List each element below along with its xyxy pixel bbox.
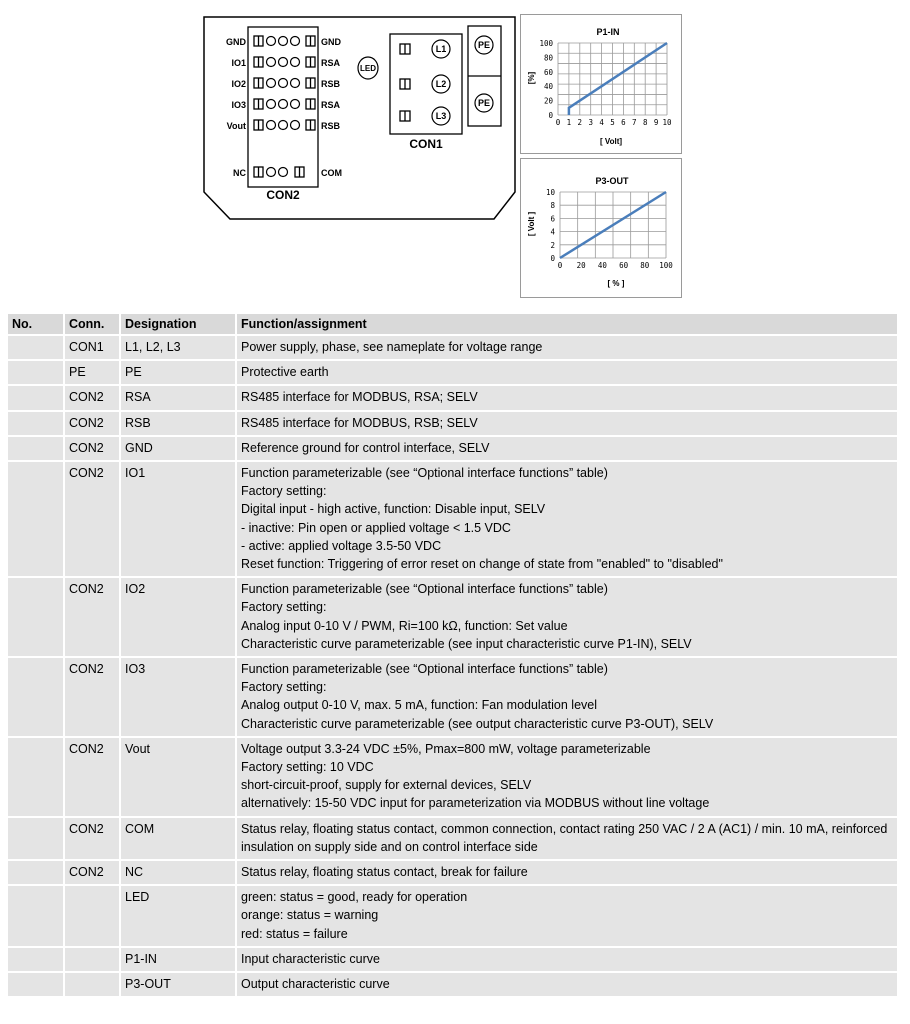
cell-conn: CON2 [64,860,120,885]
chart-title: P1-IN [596,27,620,37]
column-header-designation: Designation [120,314,236,335]
function-line: Function parameterizable (see “Optional interface functions” table) [241,466,608,481]
chart-x-label: [ % ] [607,279,625,288]
pin-circle-icon [279,121,288,130]
pin-circle-icon [267,79,276,88]
cell-designation: IO1 [120,461,236,577]
y-tick-label: 0 [548,111,553,120]
function-line: Factory setting: [241,600,327,615]
function-line: Status relay, floating status contact, break for failure [241,865,528,880]
table-row [8,461,898,577]
con1-pin-label: L1 [435,44,447,54]
function-line: Input characteristic curve [241,951,380,966]
x-tick-label: 2 [577,118,583,127]
terminal-block-icon [295,167,304,177]
function-line: Reference ground for control interface, SELV [241,440,490,455]
cell-no [8,972,64,997]
cell-designation: L1, L2, L3 [120,335,236,360]
function-line: Factory setting: [241,680,327,695]
cell-designation: Vout [120,737,236,817]
function-line: Analog output 0-10 V, max. 5 mA, function: Fan modulation level [241,698,597,713]
cell-no [8,860,64,885]
function-line: RS485 interface for MODBUS, RSA; SELV [241,390,478,405]
x-tick-label: 100 [659,261,673,270]
pin-circle-icon [291,37,300,46]
cell-no [8,737,64,817]
function-line: Function parameterizable (see “Optional interface functions” table) [241,582,608,597]
pe-label-bottom: PE [477,98,491,108]
cell-function [236,360,898,385]
column-header-conn: Conn. [64,314,120,335]
table-row [8,860,898,885]
pin-circle-icon [279,79,288,88]
cell-conn: CON2 [64,385,120,410]
function-line: RS485 interface for MODBUS, RSB; SELV [241,415,478,430]
x-tick-label: 8 [642,118,648,127]
con2-left-pin-label: GND [226,37,246,47]
function-line: green: status = good, ready for operation [241,890,468,905]
cell-designation: LED [120,885,236,947]
terminal-block-icon [400,79,410,89]
x-tick-label: 80 [640,261,650,270]
x-tick-label: 0 [555,118,561,127]
cell-function [236,436,898,461]
function-line: Characteristic curve parameterizable (see output characteristic curve P3-OUT), SELV [241,716,714,731]
cell-designation: GND [120,436,236,461]
column-header-function: Function/assignment [236,314,898,335]
con2-left-pin-label: IO3 [231,100,246,110]
cell-designation: IO3 [120,657,236,737]
cell-no [8,657,64,737]
chart-title: P3-OUT [595,176,629,186]
cell-conn: CON2 [64,436,120,461]
table-row [8,577,898,657]
function-line: Function parameterizable (see “Optional interface functions” table) [241,662,608,677]
cell-function [236,411,898,436]
function-line: alternatively: 15-50 VDC input for parameterization via MODBUS without line voltage [241,796,710,811]
pin-circle-icon [279,100,288,109]
terminal-block-icon [306,78,315,88]
cell-designation: IO2 [120,577,236,657]
x-tick-label: 4 [599,118,604,127]
table-row [8,737,898,817]
x-tick-label: 60 [619,261,629,270]
con2-left-pin-label: IO1 [231,58,246,68]
terminal-block-icon [254,36,263,46]
table-row [8,972,898,997]
cell-function [236,577,898,657]
x-tick-label: 1 [566,118,572,127]
con2-left-pin-label: IO2 [231,79,246,89]
cell-no [8,885,64,947]
con2-right-pin-label: RSB [321,121,341,131]
terminal-block-icon [400,44,410,54]
x-tick-label: 5 [610,118,615,127]
y-tick-label: 80 [543,53,553,63]
cell-conn: CON2 [64,461,120,577]
function-line: - inactive: Pin open or applied voltage < 1.5 VDC [241,520,511,535]
con2-right-pin-label: RSA [321,58,341,68]
function-line: Status relay, floating status contact, common connection, contact rating 250 VAC / 2 A (AC1) / min. 10 mA, reinforced insulation on supply side and on control interface side [241,821,888,854]
con2-right-pin-label: COM [321,168,342,178]
x-tick-label: 40 [597,261,607,270]
cell-conn: CON2 [64,737,120,817]
cell-conn: CON2 [64,817,120,860]
cell-designation: RSA [120,385,236,410]
terminal-block-icon [254,167,263,177]
pin-circle-icon [279,168,288,177]
function-line: Protective earth [241,365,329,380]
pin-circle-icon [279,37,288,46]
pe-label-top: PE [477,40,491,50]
cell-conn: CON2 [64,657,120,737]
table-row [8,360,898,385]
y-tick-label: 40 [543,82,553,92]
cell-no [8,385,64,410]
terminal-block-icon [306,36,315,46]
table-row [8,657,898,737]
function-line: Voltage output 3.3-24 VDC ±5%, Pmax=800 mW, voltage parameterizable [241,741,651,756]
con2-right-pin-label: GND [321,37,341,47]
led-label: LED [360,64,376,73]
terminal-block-icon [306,120,315,130]
cell-function [236,385,898,410]
cell-conn: CON1 [64,335,120,360]
x-tick-label: 7 [632,118,637,127]
pin-circle-icon [267,100,276,109]
con2-right-pin-label: RSA [321,100,341,110]
cell-function [236,885,898,947]
chart-y-label: [%] [527,71,536,85]
table-row [8,411,898,436]
terminal-block-icon [306,99,315,109]
terminal-block-icon [254,57,263,67]
cell-function [236,461,898,577]
table-row [8,947,898,972]
function-line: short-circuit-proof, supply for external devices, SELV [241,778,532,793]
function-line: Reset function: Triggering of error reset on change of state from "enabled" to "disabled" [241,557,723,572]
y-tick-label: 6 [550,214,555,224]
cell-conn: PE [64,360,120,385]
function-line: - active: applied voltage 3.5-50 VDC [241,538,442,553]
cell-no [8,817,64,860]
cell-designation: COM [120,817,236,860]
chart-y-label: [ Volt ] [527,211,536,237]
terminal-block-icon [254,78,263,88]
function-line: Output characteristic curve [241,977,390,992]
pin-circle-icon [267,37,276,46]
y-tick-label: 60 [543,67,553,77]
cell-function [236,737,898,817]
pin-circle-icon [291,121,300,130]
pin-circle-icon [291,79,300,88]
y-tick-label: 100 [539,39,553,48]
cell-no [8,461,64,577]
x-tick-label: 9 [653,118,659,127]
cell-function [236,860,898,885]
table-body [8,335,898,997]
pin-circle-icon [267,168,276,177]
y-tick-label: 20 [543,96,553,106]
terminal-block-icon [254,120,263,130]
con1-label: CON1 [409,137,443,151]
cell-designation: PE [120,360,236,385]
pin-circle-icon [279,58,288,67]
table-row [8,885,898,947]
cell-conn [64,947,120,972]
x-tick-label: 10 [662,118,672,127]
chart-p3-out [520,158,682,298]
con2-left-pin-label: Vout [226,121,246,131]
pin-circle-icon [291,100,300,109]
pin-circle-icon [267,121,276,130]
cell-function [236,947,898,972]
y-tick-label: 10 [545,188,555,197]
cell-no [8,411,64,436]
chart-p1-in [520,14,682,154]
connection-diagram [0,0,520,230]
y-tick-label: 4 [550,227,555,237]
y-tick-label: 2 [550,240,555,250]
con2-left-pin-label: NC [233,168,246,178]
cell-function [236,817,898,860]
cell-no [8,577,64,657]
terminal-block-icon [306,57,315,67]
function-line: Power supply, phase, see nameplate for voltage range [241,340,543,354]
table-row [8,335,898,360]
con1-pin-label: L2 [435,79,447,89]
pin-circle-icon [291,58,300,67]
column-header-no: No. [8,314,64,335]
con2-label: CON2 [266,188,300,202]
function-line: Digital input - high active, function: Disable input, SELV [241,502,546,517]
cell-designation: NC [120,860,236,885]
function-line: Characteristic curve parameterizable (see input characteristic curve P1-IN), SELV [241,636,692,651]
cell-no [8,436,64,461]
table-row [8,385,898,410]
x-tick-label: 20 [576,261,586,270]
cell-designation: P1-IN [120,947,236,972]
cell-no [8,360,64,385]
function-line: orange: status = warning [241,908,379,923]
x-tick-label: 6 [621,118,626,127]
cell-conn [64,972,120,997]
cell-conn: CON2 [64,577,120,657]
cell-no [8,947,64,972]
x-tick-label: 3 [588,118,593,127]
table-header-row [8,314,898,335]
cell-no [8,335,64,360]
cell-function [236,657,898,737]
con2-right-pin-label: RSB [321,79,341,89]
terminal-assignment-table [8,314,899,998]
x-tick-label: 0 [557,261,563,270]
function-line: Factory setting: [241,484,327,499]
function-line: red: status = failure [241,926,348,941]
con1-pin-label: L3 [435,111,447,121]
cell-conn: CON2 [64,411,120,436]
terminal-block-icon [400,111,410,121]
chart-x-label: [ Volt] [599,137,623,146]
cell-designation: RSB [120,411,236,436]
cell-function [236,972,898,997]
cell-conn [64,885,120,947]
table-row [8,436,898,461]
function-line: Factory setting: 10 VDC [241,760,374,775]
pin-circle-icon [267,58,276,67]
cell-designation: P3-OUT [120,972,236,997]
y-tick-label: 8 [550,201,555,211]
function-line: Analog input 0-10 V / PWM, Ri=100 kΩ, function: Set value [241,618,568,633]
terminal-block-icon [254,99,263,109]
y-tick-label: 0 [550,254,555,263]
table-row [8,817,898,860]
cell-function [236,335,898,360]
